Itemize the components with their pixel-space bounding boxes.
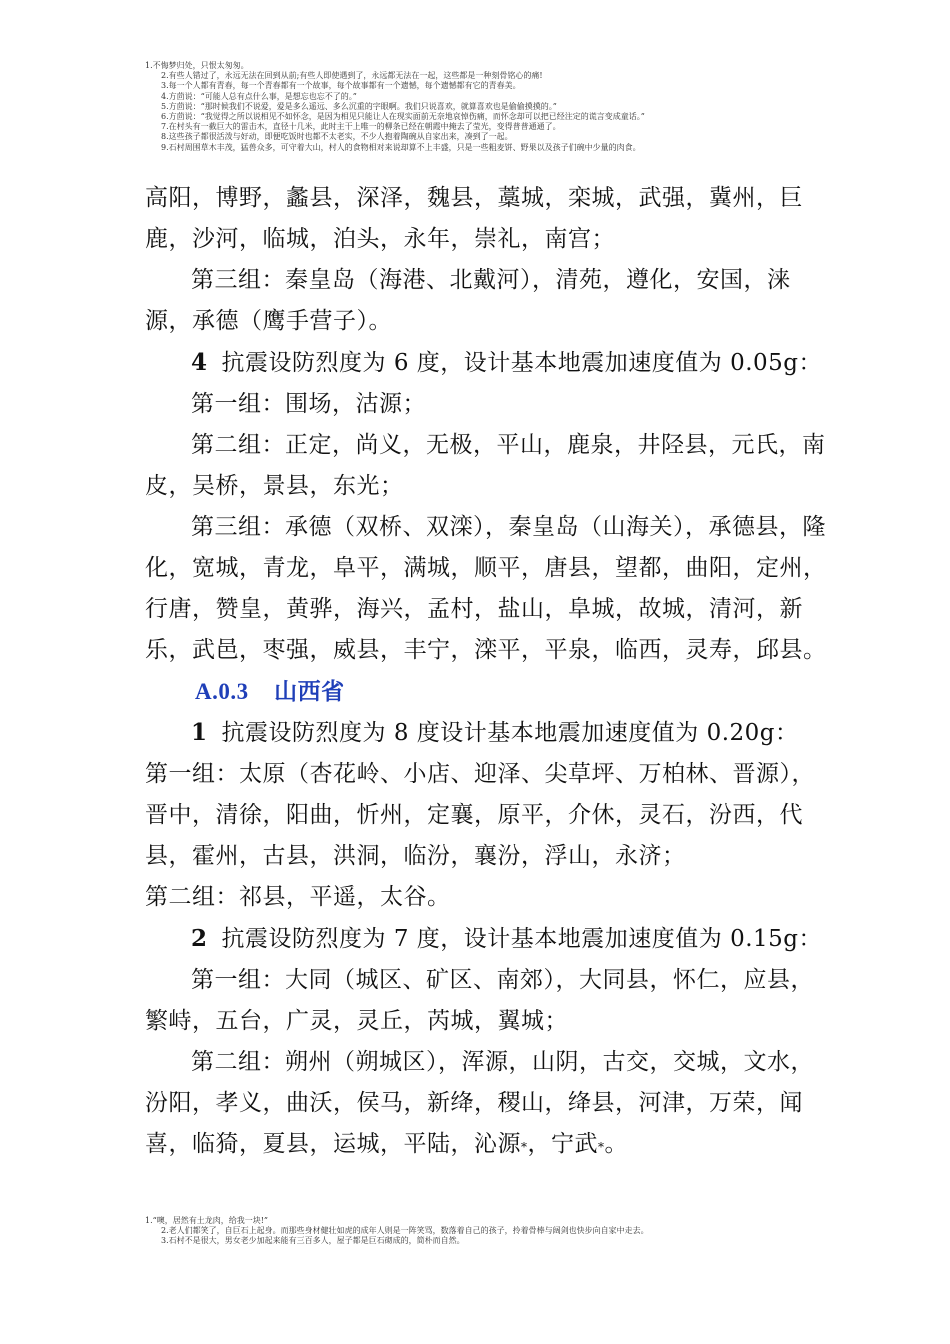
header-note-4: 4.方茴说：“可能人总有点什么事，是想忘也忘不了的。” bbox=[161, 91, 357, 101]
footnote-star: * bbox=[521, 1140, 528, 1154]
paragraph-shanxi-8-group1: 第一组：太原（杏花岭、小店、迎泽、尖草坪、万柏林、晋源），晋中，清徐，阳曲，忻州，定襄，原平，介休，灵石，汾西，代县，霍州，古县，洪洞，临汾，襄汾，浮山，永济； bbox=[145, 761, 815, 869]
header-note-6: 6.方茴说：“我觉得之所以说相见不如怀念，是因为相见只能让人在现实面前无奈地哀悼伤痛，而怀念却可以把已经注定的谎言变成童话。” bbox=[161, 112, 645, 122]
header-note-2: 2.有些人错过了，永远无法在回到从前;有些人即使遇到了，永远都无法在一起，这些都是一种刻骨铭心的痛! bbox=[161, 71, 543, 81]
paragraph-hebei-6-group2: 第二组：正定，尚义，无极，平山，鹿泉，井陉县，元氏，南皮，吴桥，景县，东光； bbox=[145, 432, 826, 499]
paragraph-text-cont: ，宁武 bbox=[527, 1131, 598, 1157]
item-hebei-intensity-6 bbox=[145, 342, 835, 384]
document-body bbox=[145, 178, 835, 1168]
header-note-3: 3.每一个人都有青春，每一个青春都有一个故事，每个故事都有一个遗憾，每个遗憾都有它的青春美。 bbox=[161, 81, 521, 91]
header-notes bbox=[145, 61, 865, 153]
header-note-9: 9.石村周围草木丰茂，猛兽众多，可守着大山，村人的食物相对来说却算不上丰盛，只是一些粗麦饼、野果以及孩子们碗中少量的肉食。 bbox=[161, 142, 641, 152]
header-note-8: 8.这些孩子都很活泼与好动，即便吃饭时也都不太老实，不少人抱着陶碗从自家出来，凑到了一起。 bbox=[161, 132, 513, 142]
section-heading-shanxi bbox=[145, 671, 835, 712]
item-text: 抗震设防烈度为 8 度设计基本地震加速度值为 0.20g： bbox=[221, 720, 799, 746]
header-note-5: 5.方茴说：“那时候我们不说爱，爱是多么遥远、多么沉重的字眼啊。我们只说喜欢，就算喜欢也是偷偷摸摸的。” bbox=[161, 101, 557, 111]
paragraph-hebei-group2-cont: 高阳，博野，蠡县，深泽，魏县，藁城，栾城，武强，冀州，巨鹿，沙河，临城，泊头，永年，崇礼，南宫； bbox=[145, 185, 803, 252]
paragraph-shanxi-7-group2 bbox=[145, 1042, 835, 1168]
paragraph-shanxi-7-group1: 第一组：大同（城区、矿区、南郊），大同县，怀仁，应县，繁峙，五台，广灵，灵丘，芮城，翼城； bbox=[145, 967, 814, 1034]
paragraph-end: 。 bbox=[604, 1131, 628, 1157]
footer-note-1: 1.“噢，居然有土龙肉，给我一块!” bbox=[145, 1216, 269, 1225]
section-number: A.0.3 bbox=[195, 679, 249, 704]
paragraph-hebei-group3: 第三组：秦皇岛（海港、北戴河），清苑，遵化，安国，涞源，承德（鹰手营子）。 bbox=[145, 267, 791, 334]
footer-note-2: 2.老人们都笑了，自巨石上起身。而那些身材健壮如虎的成年人则是一阵笑骂，数落着自己的孩子，拎着骨棒与阔剑也快步向自家中走去。 bbox=[161, 1226, 649, 1236]
footer-notes bbox=[145, 1216, 865, 1247]
item-number: 2 bbox=[191, 925, 208, 952]
paragraph-text: 第二组：朔州（朔城区），浑源，山阴，古交，交城，文水，汾阳，孝义，曲沃，侯马，新绛，稷山，绛县，河津，万荣，闻喜，临猗，夏县，运城，平陆，沁源 bbox=[145, 1049, 814, 1157]
item-number: 1 bbox=[191, 719, 208, 746]
section-title: 山西省 bbox=[274, 678, 345, 705]
footnote-star: * bbox=[598, 1140, 605, 1154]
item-number: 4 bbox=[191, 349, 208, 376]
item-text: 抗震设防烈度为 7 度，设计基本地震加速度值为 0.15g： bbox=[221, 926, 823, 952]
footer-note-3: 3.石村不是很大，男女老少加起来能有三百多人，屋子都是巨石砌成的，简朴而自然。 bbox=[161, 1236, 465, 1246]
item-shanxi-intensity-8 bbox=[145, 712, 835, 754]
paragraph-shanxi-8-group2: 第二组：祁县，平遥，太谷。 bbox=[145, 884, 451, 910]
header-note-7: 7.在村头有一截巨大的雷击木，直径十几米，此时主干上唯一的柳条已经在朝霞中掩去了莹光，变得普普通通了。 bbox=[161, 122, 561, 132]
item-shanxi-intensity-7 bbox=[145, 918, 835, 960]
paragraph-hebei-6-group1: 第一组：围场，沽源； bbox=[191, 391, 426, 417]
header-note-1: 1.不悔梦归处，只恨太匆匆。 bbox=[145, 61, 249, 70]
item-text: 抗震设防烈度为 6 度，设计基本地震加速度值为 0.05g： bbox=[221, 350, 823, 376]
paragraph-hebei-6-group3: 第三组：承德（双桥、双滦），秦皇岛（山海关），承德县，隆化，宽城，青龙，阜平，满城，顺平，唐县，望都，曲阳，定州，行唐，赞皇，黄骅，海兴，孟村，盐山，阜城，故城，清河，新乐，武邑，枣强，威县，丰宁，滦平，平泉，临西，灵寿，邱县。 bbox=[145, 514, 827, 663]
